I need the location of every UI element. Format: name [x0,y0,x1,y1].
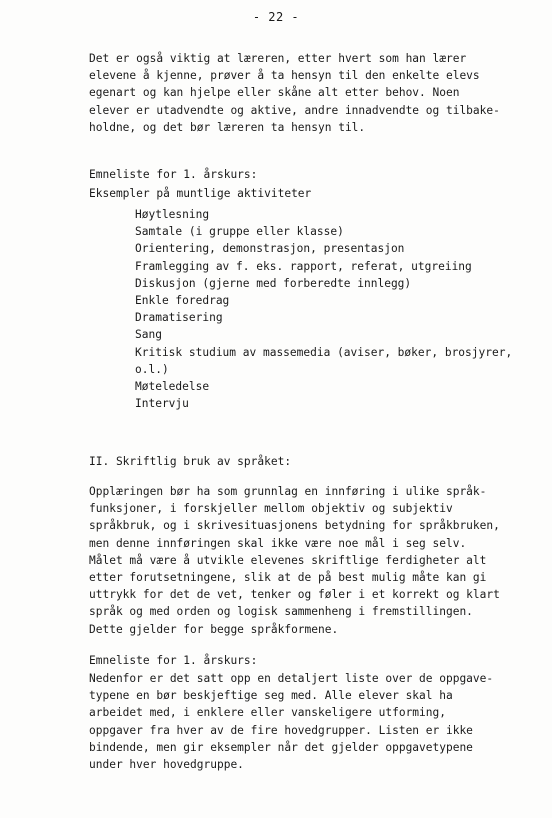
page-number: - 22 - [252,10,300,24]
paragraph-line: oppgaver fra hver av de fire hovedgrupper. Listen er ikke [89,723,473,737]
paragraph-line: bindende, men gir eksempler når det gjelder oppgavetypene [89,740,473,754]
list-item: Diskusjon (gjerne med forberedte innlegg) [135,276,412,290]
list-item: Møteledelse [135,379,210,393]
list-item: Høytlesning [135,208,210,221]
paragraph-line: egenart og kan hjelpe eller skåne alt etter behov. Noen [89,86,460,100]
section2-paragraph [89,483,500,638]
list1-intro: Eksempler på muntlige aktiviteter [89,187,312,200]
list1-heading: Emneliste for 1. årskurs: [89,168,258,181]
paragraph-line: typene en bør beskjeftige seg med. Alle elever skal ha [89,689,453,703]
list-item: Kritisk studium av massemedia (aviser, bøker, brosjyrer, [135,345,513,359]
list-item: Sang [135,328,162,342]
paragraph-line: elever er utadvendte og aktive, andre innadvendte og tilbake- [89,103,500,117]
paragraph-line: under hver hovedgruppe. [89,757,244,771]
paragraph-line: uttrykk for det de vet, tenker og føler i et korrekt og klart [89,588,500,602]
paragraph-line: Dette gjelder for begge språkformene. [89,622,339,636]
list-item: Dramatisering [135,311,223,325]
list2-paragraph [89,670,493,773]
paragraph-line: språkbruk, og i skrivesituasjonens betydning for språkbruken, [89,519,500,533]
list-item: Samtale (i gruppe eller klasse) [135,225,344,239]
intro-paragraph [89,50,500,136]
paragraph-line: Nedenfor er det satt opp en detaljert liste over de oppgave- [89,672,494,685]
paragraph-line: funksjoner, i forskjeller mellom objektiv og subjektiv [89,502,453,516]
paragraph-line: Opplæringen bør ha som grunnlag en innføring i ulike språk- [89,485,487,498]
paragraph-line: etter forutsetningene, slik at de på best mulig måte kan gi [89,570,487,584]
paragraph-line: elevene å kjenne, prøver å ta hensyn til den enkelte elevs [89,69,480,83]
paragraph-line: Det er også viktig at læreren, etter hvert som han lærer [89,52,467,65]
list-item: Intervju [135,397,189,411]
paragraph-line: arbeidet med, i enklere eller vanskeligere utforming, [89,706,446,720]
list-item: o.l.) [135,362,169,376]
list2-heading: Emneliste for 1. årskurs: [89,654,258,667]
oral-activities-list [135,206,512,412]
paragraph-line: holdne, og det bør læreren ta hensyn til. [89,120,366,134]
list-item: Framlegging av f. eks. rapport, referat, utgreiing [135,259,472,273]
section2-heading: II. Skriftlig bruk av språket: [89,455,292,468]
list-item: Enkle foredrag [135,293,230,307]
list-item: Orientering, demonstrasjon, presentasjon [135,242,405,256]
paragraph-line: språk og med orden og logisk sammenheng i fremstillingen. [89,605,473,619]
paragraph-line: Målet må være å utvikle elevenes skriftlige ferdigheter alt [89,553,487,567]
paragraph-line: men denne innføringen skal ikke være noe mål i seg selv. [89,536,467,550]
